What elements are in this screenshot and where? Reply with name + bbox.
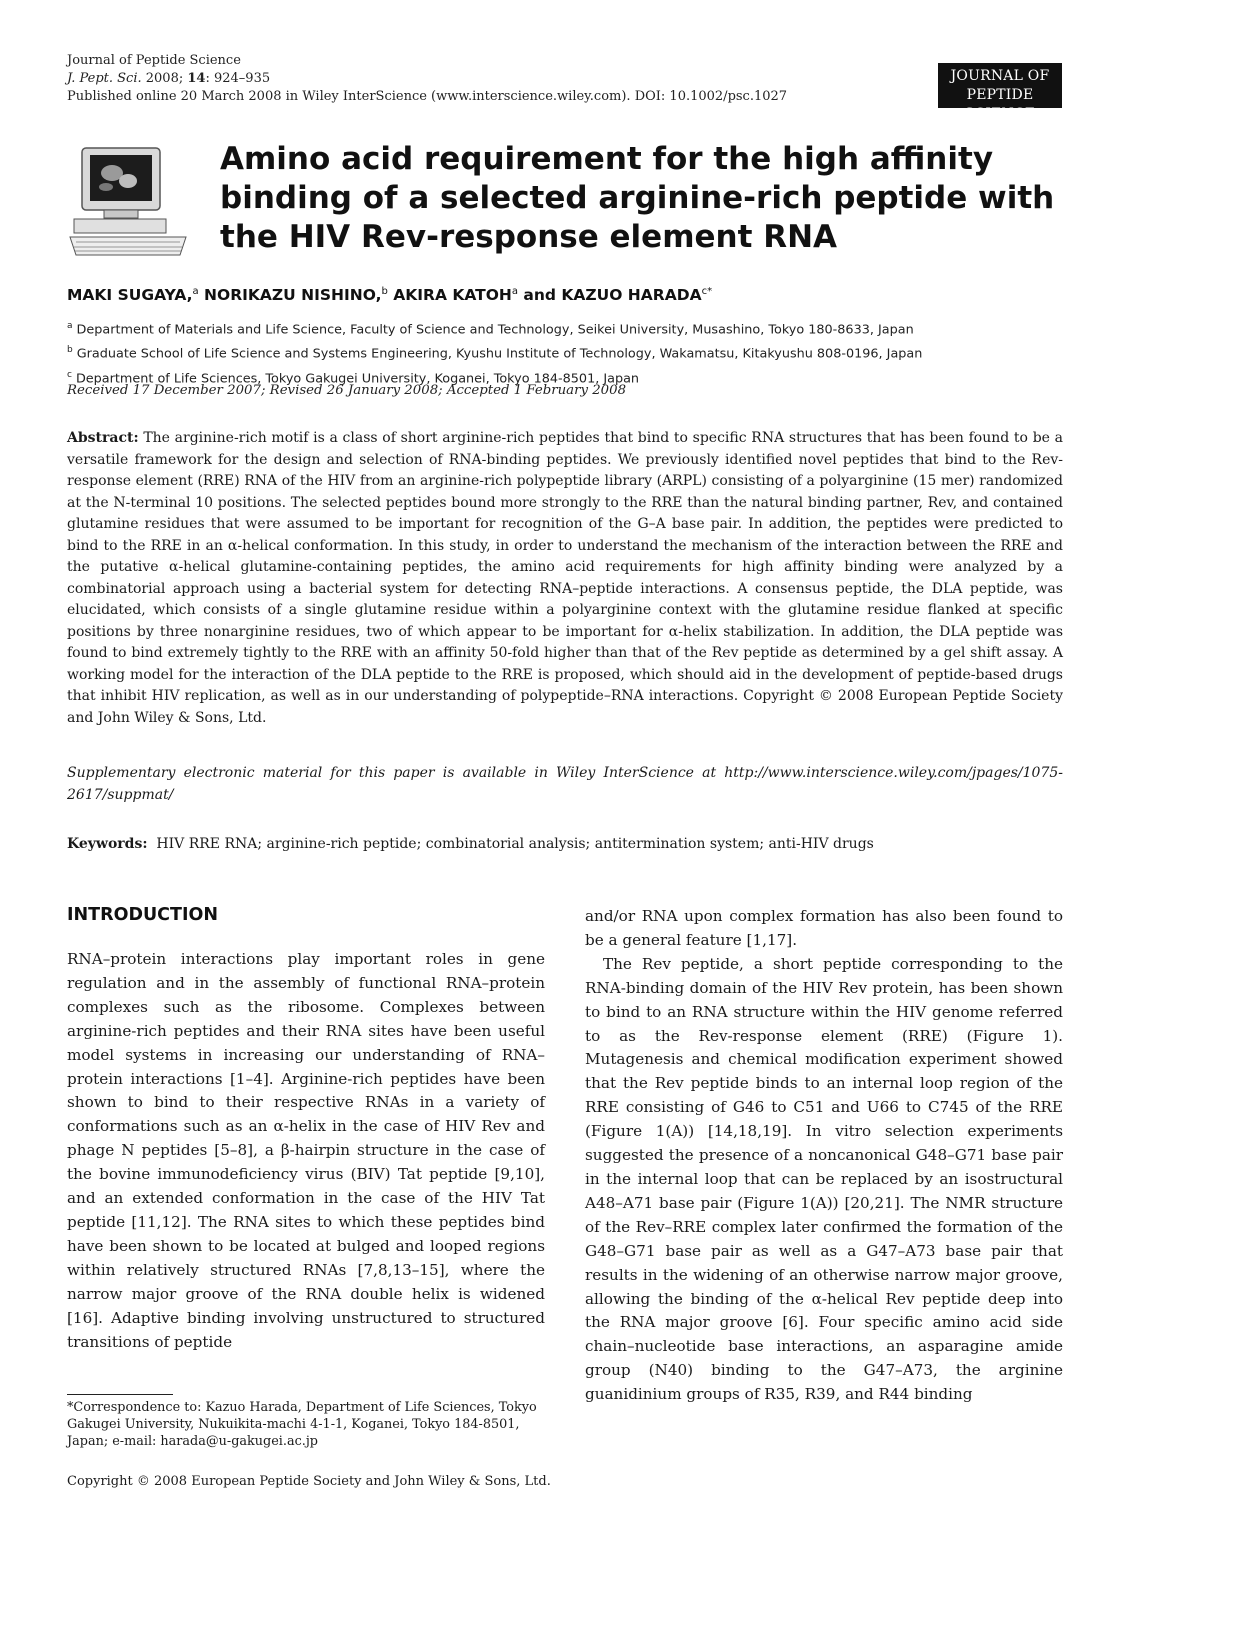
logo-line-1: JOURNAL OF [950, 68, 1050, 84]
received-dates: Received 17 December 2007; Revised 26 January 2008; Accepted 1 February 2008 [67, 383, 627, 398]
supplementary-note: Supplementary electronic material for this paper is available in Wiley InterScience at http://www.interscience.wiley.com/jpages/1075-2617/suppmat/ [67, 765, 1063, 803]
body-paragraph: RNA–protein interactions play important roles in gene regulation and in the assembly of functional RNA–protein complexes such as the ribosome. Complexes between arginine-rich peptides and their RNA sites have been useful model systems in increasing our understanding of RNA–protein interactions [1–4]. Arginine-rich peptides have been shown to bind to their respective RNAs in a variety of conformations such as an α-helix in the case of HIV Rev and phage N peptides [5–8], a β-hairpin structure in the case of the bovine immunodeficiency virus (BIV) Tat peptide [9,10], and an extended conformation in the case of the HIV Tat peptide [11,12]. The RNA sites to which these peptides bind have been shown to be located at bulged and looped regions within relatively structured RNAs [7,8,13–15], where the narrow major groove of the RNA double helix is widened [16]. Adaptive binding involving unstructured to structured transitions of peptide [67, 950, 545, 1351]
affiliation-mark: b [67, 345, 73, 356]
affiliation-mark: c [67, 369, 72, 380]
author-list [67, 286, 712, 304]
journal-header [67, 52, 787, 106]
article-title: Amino acid requirement for the high affinity binding of a selected arginine-rich peptide with the HIV Rev-response element RNA [220, 141, 1055, 255]
section-heading-introduction: INTRODUCTION [67, 905, 218, 925]
affiliation-text: Graduate School of Life Science and Systems Engineering, Kyushu Institute of Technology, Wakamatsu, Kitakyushu 808-0196, Japan [76, 346, 923, 362]
journal-logo [938, 63, 1062, 122]
keywords-text: HIV RRE RNA; arginine-rich peptide; combinatorial analysis; antitermination system; anti-HIV drugs [156, 836, 874, 852]
affiliation-text: Department of Life Sciences, Tokyo Gakugei University, Koganei, Tokyo 184-8501, Japan [75, 370, 640, 386]
affiliation-list [67, 316, 922, 389]
author-affil-mark: c* [701, 286, 713, 297]
author-affil-mark: a [192, 286, 199, 297]
affiliation-item [67, 316, 922, 340]
footnote-divider [67, 1394, 173, 1395]
affiliation-item [67, 340, 922, 364]
correspondence-footnote: *Correspondence to: Kazuo Harada, Department of Life Sciences, Tokyo Gakugei University, Nukuikita-machi 4-1-1, Koganei, Tokyo 184-8501, Japan; e-mail: harada@u-gakugei.ac.jp [67, 1400, 537, 1449]
keywords-label: Keywords: [67, 836, 148, 852]
journal-name: Journal of Peptide Science [67, 53, 241, 68]
body-paragraph: The Rev peptide, a short peptide corresponding to the RNA-binding domain of the HIV Rev protein, has been shown to bind to an RNA structure within the HIV genome referred to as the Rev-response element (RRE) (Figure 1). Mutagenesis and chemical modification experiment showed that the Rev peptide binds to an internal loop region of the RRE consisting of G46 to C51 and U66 to C745 of the RRE (Figure 1(A)) [14,18,19]. In vitro selection experiments suggested the presence of a noncanonical G48–G71 base pair in the internal loop that can be replaced by an isostructural A48–A71 base pair (Figure 1(A)) [20,21]. The NMR structure of the Rev–RRE complex later confirmed the formation of the G48–G71 base pair as well as a G47–A73 base pair that results in the widening of an otherwise narrow major groove, allowing the binding of the α-helical Rev peptide deep into the RNA major groove [6]. Four specific amino acid side chain–nucleotide base interactions, an asparagine amide group (N40) binding to the G47–A73, the arginine guanidinium groups of R35, R39, and R44 binding [585, 954, 1063, 1404]
right-column [585, 905, 1063, 1407]
author-name: and KAZUO HARADA [523, 286, 702, 305]
page-copyright: Copyright © 2008 European Peptide Society and John Wiley & Sons, Ltd. [67, 1474, 551, 1489]
keywords [67, 836, 874, 852]
citation-volume: 14 [187, 71, 206, 86]
author-name: NORIKAZU NISHINO, [204, 286, 382, 305]
logo-line-2: PEPTIDE SCIENCE [964, 87, 1036, 122]
abstract-text: The arginine-rich motif is a class of short arginine-rich peptides that bind to specific RNA structures that has been found to be a versatile framework for the design and selection of RNA-binding peptides. We previously identified novel peptides that bind to the Rev-response element (RRE) RNA of the HIV from an arginine-rich polypeptide library (ARPL) consisting of a polyarginine (15 mer) randomized at the N-terminal 10 positions. The selected peptides bound more strongly to the RRE than the natural binding partner, Rev, and contained glutamine residues that were assumed to be important for recognition of the G–A base pair. In addition, the peptides were predicted to bind to the RRE in an α-helical conformation. In this study, in order to understand the mechanism of the interaction between the RRE and the putative α-helical glutamine-containing peptides, the amino acid requirements for high affinity binding were analyzed by a combinatorial approach using a bacterial system for detecting RNA–peptide interactions. A consensus peptide, the DLA peptide, was elucidated, which consists of a single glutamine residue within a polyarginine context with the glutamine residue flanked at specific positions by three nonarginine residues, two of which appear to be important for α-helix stabilization. In addition, the DLA peptide was found to bind extremely tightly to the RRE with an affinity 50-fold higher than that of the Rev peptide as determined by a gel shift assay. A working model for the interaction of the DLA peptide to the RRE is proposed, which should aid in the development of peptide-based drugs that inhibit HIV replication, as well as in our understanding of polypeptide–RNA interactions. Copyright © 2008 European Peptide Society and John Wiley & Sons, Ltd. [67, 430, 1063, 726]
journal-citation [67, 70, 787, 88]
abstract-label: Abstract: [67, 430, 139, 446]
citation-pages: : 924–935 [205, 71, 271, 86]
publication-info: Published online 20 March 2008 in Wiley InterScience (www.interscience.wiley.com). DOI: 10.1002/psc.1027 [67, 89, 788, 104]
author-name: MAKI SUGAYA, [67, 286, 193, 305]
author-name: AKIRA KATOH [393, 286, 512, 305]
body-paragraph: and/or RNA upon complex formation has also been found to be a general feature [1,17]. [585, 907, 1063, 949]
citation-year: 2008; [145, 71, 188, 86]
affiliation-text: Department of Materials and Life Science, Faculty of Science and Technology, Seikei University, Musashino, Tokyo 180-8633, Japan [76, 322, 914, 338]
citation-abbrev: J. Pept. Sci. [67, 71, 142, 86]
author-affil-mark: b [381, 286, 388, 297]
author-affil-mark: a [511, 286, 519, 297]
abstract [67, 428, 1063, 729]
affiliation-mark: a [67, 321, 73, 331]
computer-icon [66, 145, 190, 257]
